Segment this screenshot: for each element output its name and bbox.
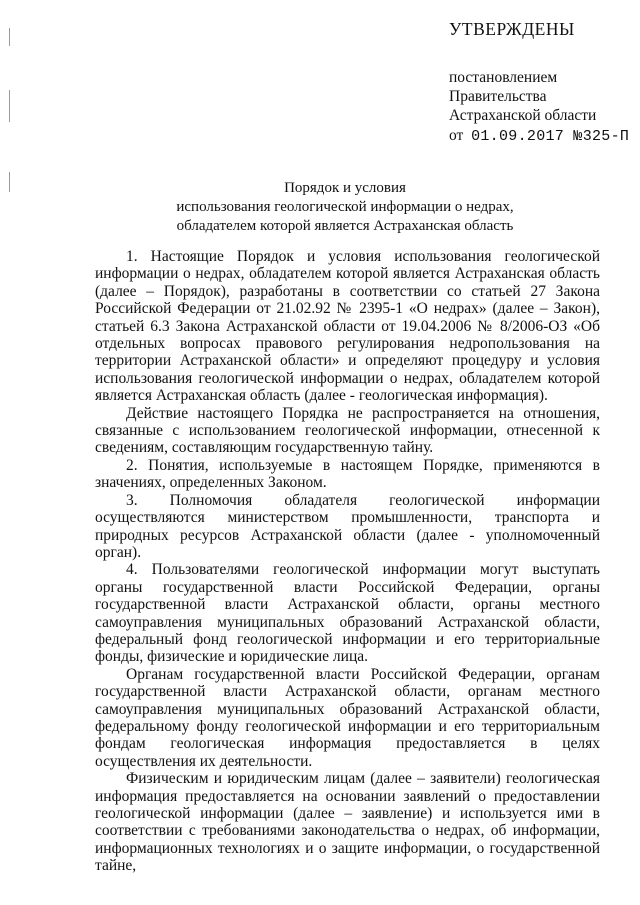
approval-line: Правительства [449,88,547,105]
document-title-line: использования геологической информации о недрах, [176,199,514,215]
approval-line: Астраханской области [449,107,597,124]
document-title [140,179,550,236]
document-body [95,248,600,875]
approval-stamp-block [449,18,634,147]
document-title-line: Порядок и условия [284,180,406,196]
document-title-line: обладателем которой является Астраханская область [176,218,514,234]
paragraph: Действие настоящего Порядка не распространяется на отношения, связанные с использованием геологической информации, отнесенной к сведениям, составляющим государственную тайну. [95,404,600,457]
paragraph: 1. Настоящие Порядок и условия использования геологической информации о недрах, обладателем которой является Астраханская область (далее – Порядок), разработаны в соответствии со статьей 27 Закона Российской Федерации от 21.02.92 № 2395-1 «О недрах» (далее – Закон), статьей 6.3 Закона Астраханской области от 19.04.2006 № 8/2006-ОЗ «Об отдельных вопросах правового регулирования недропользования на территории Астраханской области» и определяют процедуру и условия использования геологической информации о недрах, обладателем которой является Астраханская область (далее - геологическая информация). [95,248,600,405]
paragraph: 2. Понятия, используемые в настоящем Порядке, применяются в значениях, определенных Законом. [95,456,600,492]
paragraph: 4. Пользователями геологической информации могут выступать органы государственной власти Российской Федерации, органы государственной власти Астраханской области, органы местного самоуправления муниципальных образований Астраханской области, федеральный фонд геологической информации и его территориальные фонды, физические и юридические лица. [95,561,600,666]
margin-scan-mark [9,90,10,122]
paragraph: Физическим и юридическим лицам (далее – заявители) геологическая информация предоставляется на основании заявлений о предоставлении геологической информации (далее – заявление) и используется ими в соответствии с требованиями законодательства о недрах, об информации, информационных технологиях и о защите информации, о государственной тайне, [95,770,600,875]
approval-title: УТВЕРЖДЕНЫ [449,19,575,39]
approval-date-prefix: от [449,127,464,144]
approval-date-value: 01.09.2017 №325-П [471,128,630,145]
margin-scan-mark [9,28,10,46]
paragraph: Органам государственной власти Российской Федерации, органам государственной власти Астраханской области, органам местного самоуправления муниципальных образований Астраханской области, федеральному фонду геологической информации и его территориальным фондам геологическая информация предоставляется в целях осуществления их деятельности. [95,665,600,770]
paragraph: 3. Полномочия обладателя геологической информации осуществляются министерством промышленности, транспорта и природных ресурсов Астраханской области (далее - уполномоченный орган). [95,491,600,561]
approval-date-row [449,125,634,147]
margin-scan-mark [9,172,10,192]
approval-line: постановлением [449,69,558,86]
